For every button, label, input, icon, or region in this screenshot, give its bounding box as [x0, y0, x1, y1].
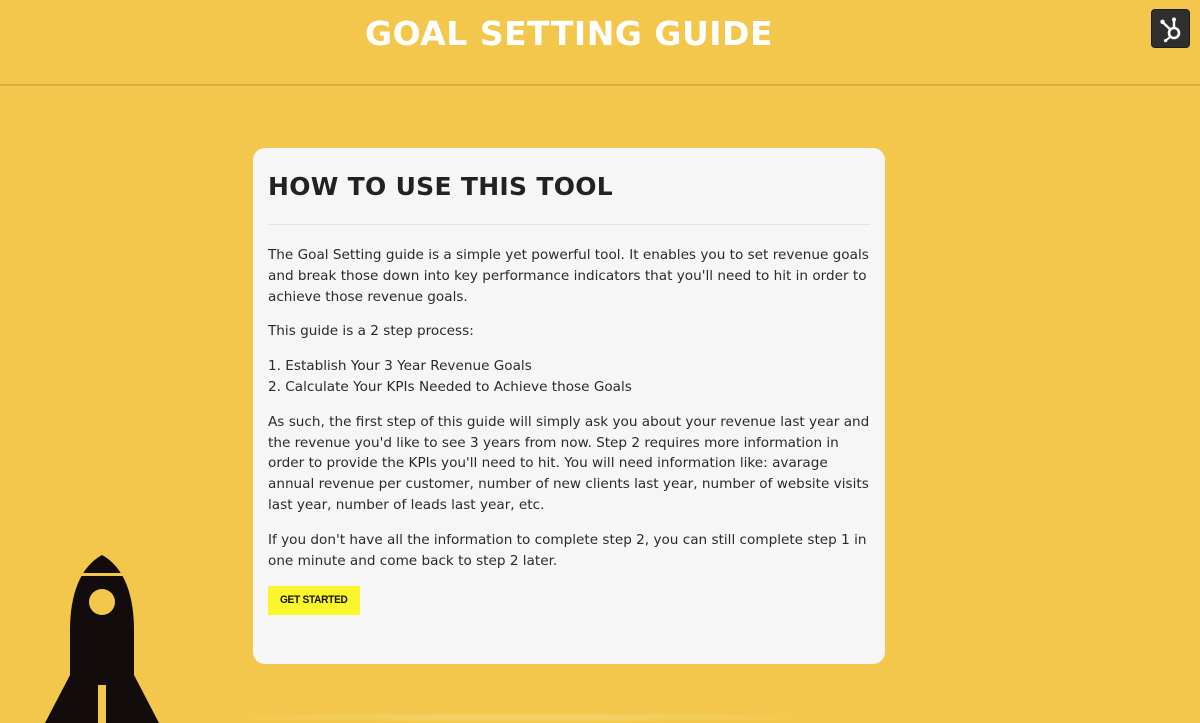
page-title: GOAL SETTING GUIDE: [365, 14, 773, 53]
top-bar: [0, 0, 1200, 86]
card-heading: HOW TO USE THIS TOOL: [268, 172, 870, 225]
intro-paragraph: The Goal Setting guide is a simple yet powerful tool. It enables you to set revenue goals and break those down into key performance indicators that you'll need to hit in order to achieve those revenue goals.: [268, 247, 869, 305]
step-item: 2. Calculate Your KPIs Needed to Achieve those Goals: [268, 378, 632, 395]
get-started-button[interactable]: GET STARTED: [268, 586, 360, 615]
hubspot-sprocket-icon: [1158, 15, 1184, 43]
note-paragraph: If you don't have all the information to complete step 2, you can still complete step 1 in one minute and come back to step 2 later.: [268, 531, 867, 569]
hubspot-logo-button[interactable]: [1151, 9, 1190, 48]
instructions-card: [253, 148, 885, 664]
card-body: [268, 245, 870, 615]
ground-glow: [200, 712, 840, 723]
step-item: 1. Establish Your 3 Year Revenue Goals: [268, 358, 532, 375]
process-intro: This guide is a 2 step process:: [268, 323, 474, 340]
details-paragraph: As such, the first step of this guide will simply ask you about your revenue last year and the revenue you'd like to see 3 years from now. Step 2 requires more information in order to provide the KPIs you'll need to hit. You will need information like: avarage annual revenue per customer, number of new clients last year, number of website visits last year, number of leads last year, etc.: [268, 413, 870, 513]
rocket-icon: [40, 555, 165, 723]
steps-list: [268, 356, 870, 398]
